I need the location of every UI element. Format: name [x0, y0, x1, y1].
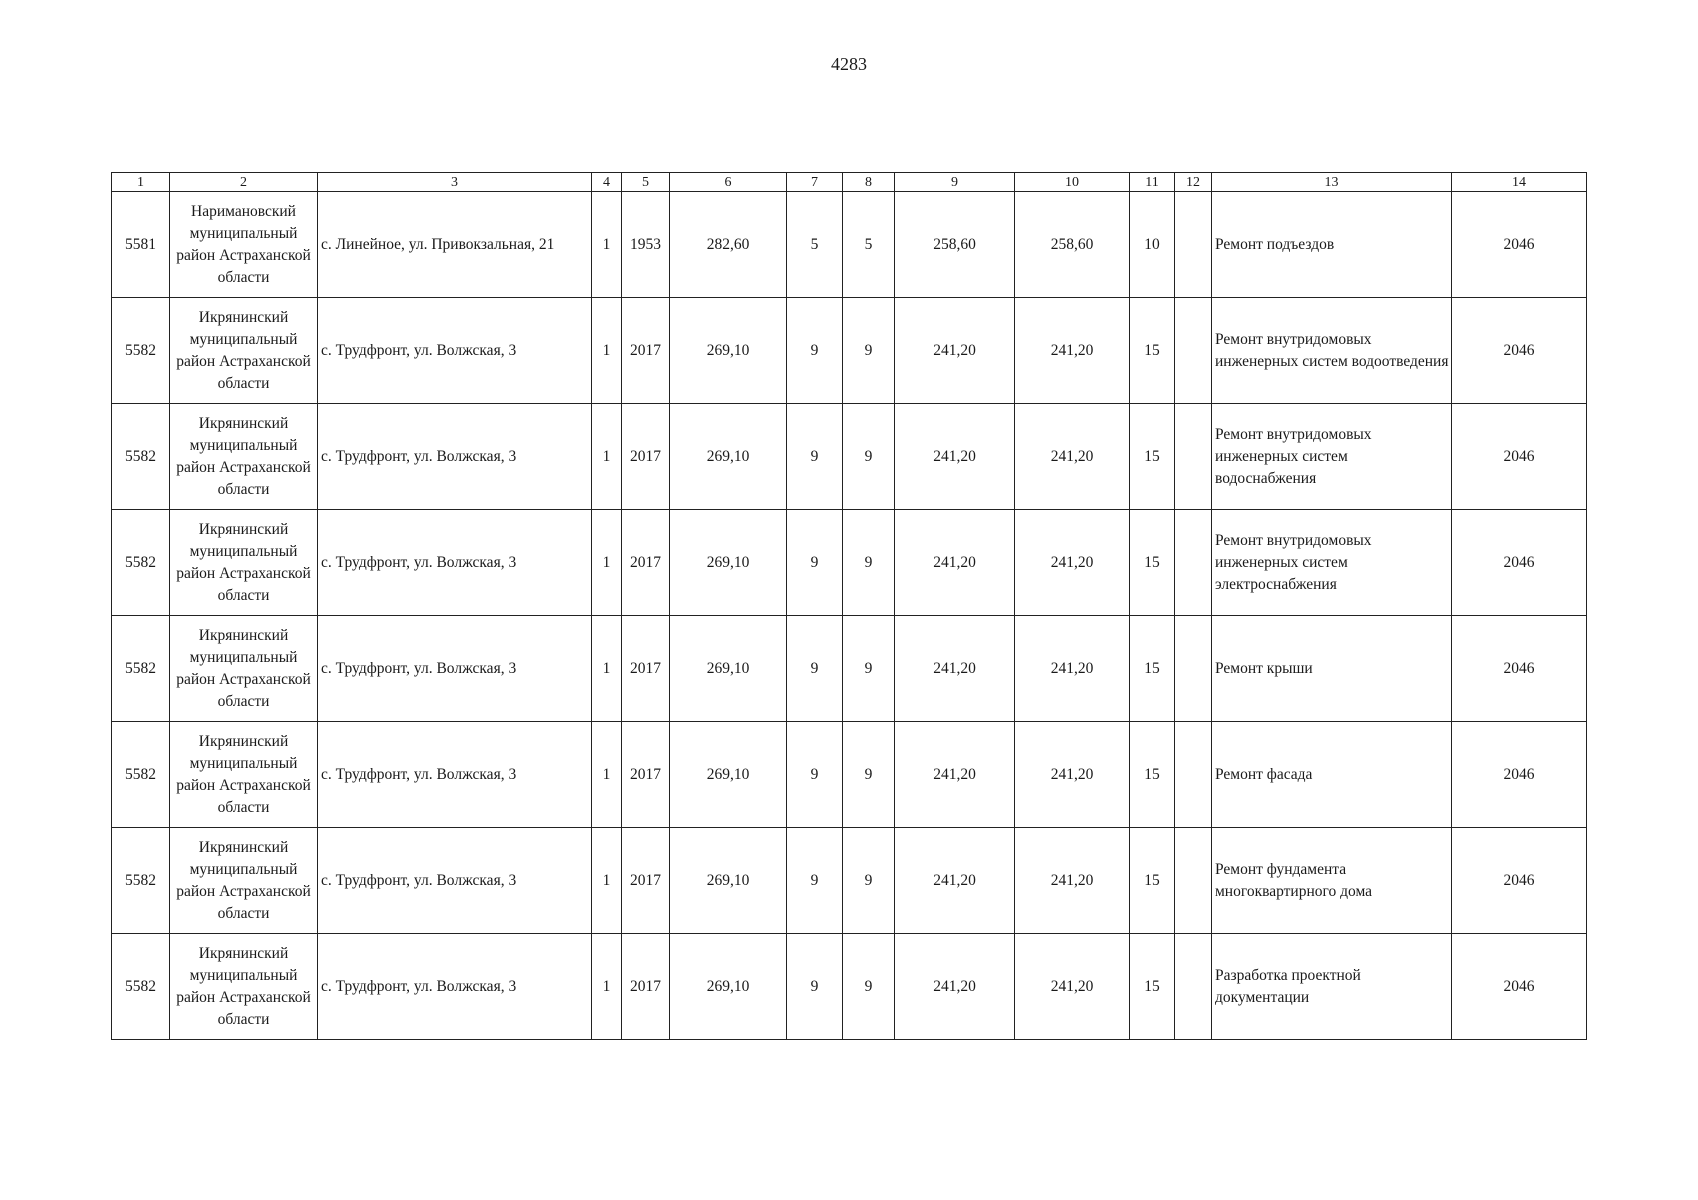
cell-total-area: 269,10	[670, 616, 787, 722]
cell-work-type: Разработка проектной документации	[1212, 934, 1452, 1040]
cell-district: Икрянинский муниципальный район Астраханской области	[170, 404, 318, 510]
cell-col12	[1175, 510, 1212, 616]
cell-col7: 9	[787, 510, 843, 616]
column-number-row	[112, 173, 1587, 192]
cell-col4: 1	[592, 828, 622, 934]
cell-year: 2017	[622, 934, 670, 1040]
cell-col7: 5	[787, 192, 843, 298]
cell-number: 5582	[112, 828, 170, 934]
column-header: 1	[112, 173, 170, 192]
cell-col11: 15	[1130, 616, 1175, 722]
table-row	[112, 616, 1587, 722]
cell-col12	[1175, 404, 1212, 510]
cell-address: с. Трудфронт, ул. Волжская, 3	[318, 298, 592, 404]
table-row	[112, 298, 1587, 404]
cell-col4: 1	[592, 510, 622, 616]
cell-work-type: Ремонт крыши	[1212, 616, 1452, 722]
capital-repair-table	[111, 172, 1587, 1040]
cell-year: 2017	[622, 828, 670, 934]
cell-number: 5582	[112, 934, 170, 1040]
table-row	[112, 404, 1587, 510]
cell-area-10: 258,60	[1015, 192, 1130, 298]
column-header: 9	[895, 173, 1015, 192]
column-header: 10	[1015, 173, 1130, 192]
cell-col11: 15	[1130, 722, 1175, 828]
cell-plan-year: 2046	[1452, 298, 1587, 404]
cell-col7: 9	[787, 404, 843, 510]
cell-address: с. Трудфронт, ул. Волжская, 3	[318, 828, 592, 934]
cell-number: 5582	[112, 722, 170, 828]
table-row	[112, 722, 1587, 828]
cell-total-area: 269,10	[670, 510, 787, 616]
cell-area-9: 241,20	[895, 722, 1015, 828]
cell-year: 2017	[622, 722, 670, 828]
cell-col7: 9	[787, 934, 843, 1040]
cell-work-type: Ремонт подъездов	[1212, 192, 1452, 298]
cell-col4: 1	[592, 934, 622, 1040]
cell-address: с. Трудфронт, ул. Волжская, 3	[318, 934, 592, 1040]
table-row	[112, 934, 1587, 1040]
cell-plan-year: 2046	[1452, 722, 1587, 828]
column-header: 2	[170, 173, 318, 192]
cell-number: 5582	[112, 510, 170, 616]
cell-number: 5582	[112, 298, 170, 404]
cell-col4: 1	[592, 616, 622, 722]
cell-number: 5582	[112, 616, 170, 722]
cell-area-10: 241,20	[1015, 510, 1130, 616]
column-header: 14	[1452, 173, 1587, 192]
cell-col7: 9	[787, 722, 843, 828]
cell-col8: 9	[843, 722, 895, 828]
cell-col7: 9	[787, 616, 843, 722]
column-header: 11	[1130, 173, 1175, 192]
cell-number: 5581	[112, 192, 170, 298]
cell-area-9: 241,20	[895, 616, 1015, 722]
cell-area-9: 241,20	[895, 404, 1015, 510]
cell-col7: 9	[787, 828, 843, 934]
table-row	[112, 828, 1587, 934]
cell-district: Икрянинский муниципальный район Астраханской области	[170, 934, 318, 1040]
cell-plan-year: 2046	[1452, 404, 1587, 510]
cell-col11: 15	[1130, 828, 1175, 934]
cell-col12	[1175, 934, 1212, 1040]
cell-plan-year: 2046	[1452, 616, 1587, 722]
cell-col12	[1175, 298, 1212, 404]
cell-area-10: 241,20	[1015, 722, 1130, 828]
cell-plan-year: 2046	[1452, 934, 1587, 1040]
cell-area-9: 241,20	[895, 828, 1015, 934]
cell-col8: 9	[843, 828, 895, 934]
cell-col4: 1	[592, 192, 622, 298]
cell-area-10: 241,20	[1015, 934, 1130, 1040]
cell-plan-year: 2046	[1452, 828, 1587, 934]
cell-district: Икрянинский муниципальный район Астраханской области	[170, 510, 318, 616]
cell-col12	[1175, 192, 1212, 298]
cell-col12	[1175, 616, 1212, 722]
cell-col4: 1	[592, 722, 622, 828]
cell-col11: 10	[1130, 192, 1175, 298]
cell-work-type: Ремонт фундамента многоквартирного дома	[1212, 828, 1452, 934]
cell-area-9: 241,20	[895, 510, 1015, 616]
cell-col8: 9	[843, 510, 895, 616]
table-row	[112, 192, 1587, 298]
cell-district: Икрянинский муниципальный район Астраханской области	[170, 828, 318, 934]
cell-col12	[1175, 828, 1212, 934]
cell-year: 2017	[622, 298, 670, 404]
column-header: 5	[622, 173, 670, 192]
cell-address: с. Трудфронт, ул. Волжская, 3	[318, 510, 592, 616]
column-header: 7	[787, 173, 843, 192]
cell-address: с. Линейное, ул. Привокзальная, 21	[318, 192, 592, 298]
cell-district: Икрянинский муниципальный район Астраханской области	[170, 722, 318, 828]
cell-col4: 1	[592, 298, 622, 404]
cell-col12	[1175, 722, 1212, 828]
column-header: 6	[670, 173, 787, 192]
cell-work-type: Ремонт внутридомовых инженерных систем электроснабжения	[1212, 510, 1452, 616]
cell-col11: 15	[1130, 510, 1175, 616]
cell-col11: 15	[1130, 934, 1175, 1040]
cell-col8: 9	[843, 616, 895, 722]
cell-total-area: 282,60	[670, 192, 787, 298]
cell-area-10: 241,20	[1015, 828, 1130, 934]
column-header: 4	[592, 173, 622, 192]
cell-col8: 9	[843, 298, 895, 404]
cell-col7: 9	[787, 298, 843, 404]
cell-total-area: 269,10	[670, 298, 787, 404]
column-header: 13	[1212, 173, 1452, 192]
cell-address: с. Трудфронт, ул. Волжская, 3	[318, 404, 592, 510]
cell-district: Икрянинский муниципальный район Астраханской области	[170, 298, 318, 404]
cell-address: с. Трудфронт, ул. Волжская, 3	[318, 722, 592, 828]
cell-total-area: 269,10	[670, 934, 787, 1040]
cell-area-10: 241,20	[1015, 404, 1130, 510]
cell-address: с. Трудфронт, ул. Волжская, 3	[318, 616, 592, 722]
cell-year: 2017	[622, 404, 670, 510]
cell-year: 1953	[622, 192, 670, 298]
cell-area-9: 241,20	[895, 298, 1015, 404]
cell-total-area: 269,10	[670, 828, 787, 934]
cell-number: 5582	[112, 404, 170, 510]
column-header: 3	[318, 173, 592, 192]
table-row	[112, 510, 1587, 616]
cell-area-10: 241,20	[1015, 616, 1130, 722]
cell-work-type: Ремонт внутридомовых инженерных систем водоотведения	[1212, 298, 1452, 404]
cell-col11: 15	[1130, 298, 1175, 404]
cell-area-9: 241,20	[895, 934, 1015, 1040]
page-number: 4283	[831, 54, 867, 74]
column-header: 8	[843, 173, 895, 192]
cell-year: 2017	[622, 616, 670, 722]
cell-year: 2017	[622, 510, 670, 616]
cell-col8: 9	[843, 934, 895, 1040]
cell-total-area: 269,10	[670, 722, 787, 828]
cell-work-type: Ремонт фасада	[1212, 722, 1452, 828]
cell-area-10: 241,20	[1015, 298, 1130, 404]
cell-col8: 9	[843, 404, 895, 510]
cell-district: Наримановский муниципальный район Астраханской области	[170, 192, 318, 298]
cell-col4: 1	[592, 404, 622, 510]
cell-col11: 15	[1130, 404, 1175, 510]
cell-work-type: Ремонт внутридомовых инженерных систем водоснабжения	[1212, 404, 1452, 510]
cell-total-area: 269,10	[670, 404, 787, 510]
cell-area-9: 258,60	[895, 192, 1015, 298]
cell-plan-year: 2046	[1452, 510, 1587, 616]
cell-plan-year: 2046	[1452, 192, 1587, 298]
cell-col8: 5	[843, 192, 895, 298]
cell-district: Икрянинский муниципальный район Астраханской области	[170, 616, 318, 722]
column-header: 12	[1175, 173, 1212, 192]
